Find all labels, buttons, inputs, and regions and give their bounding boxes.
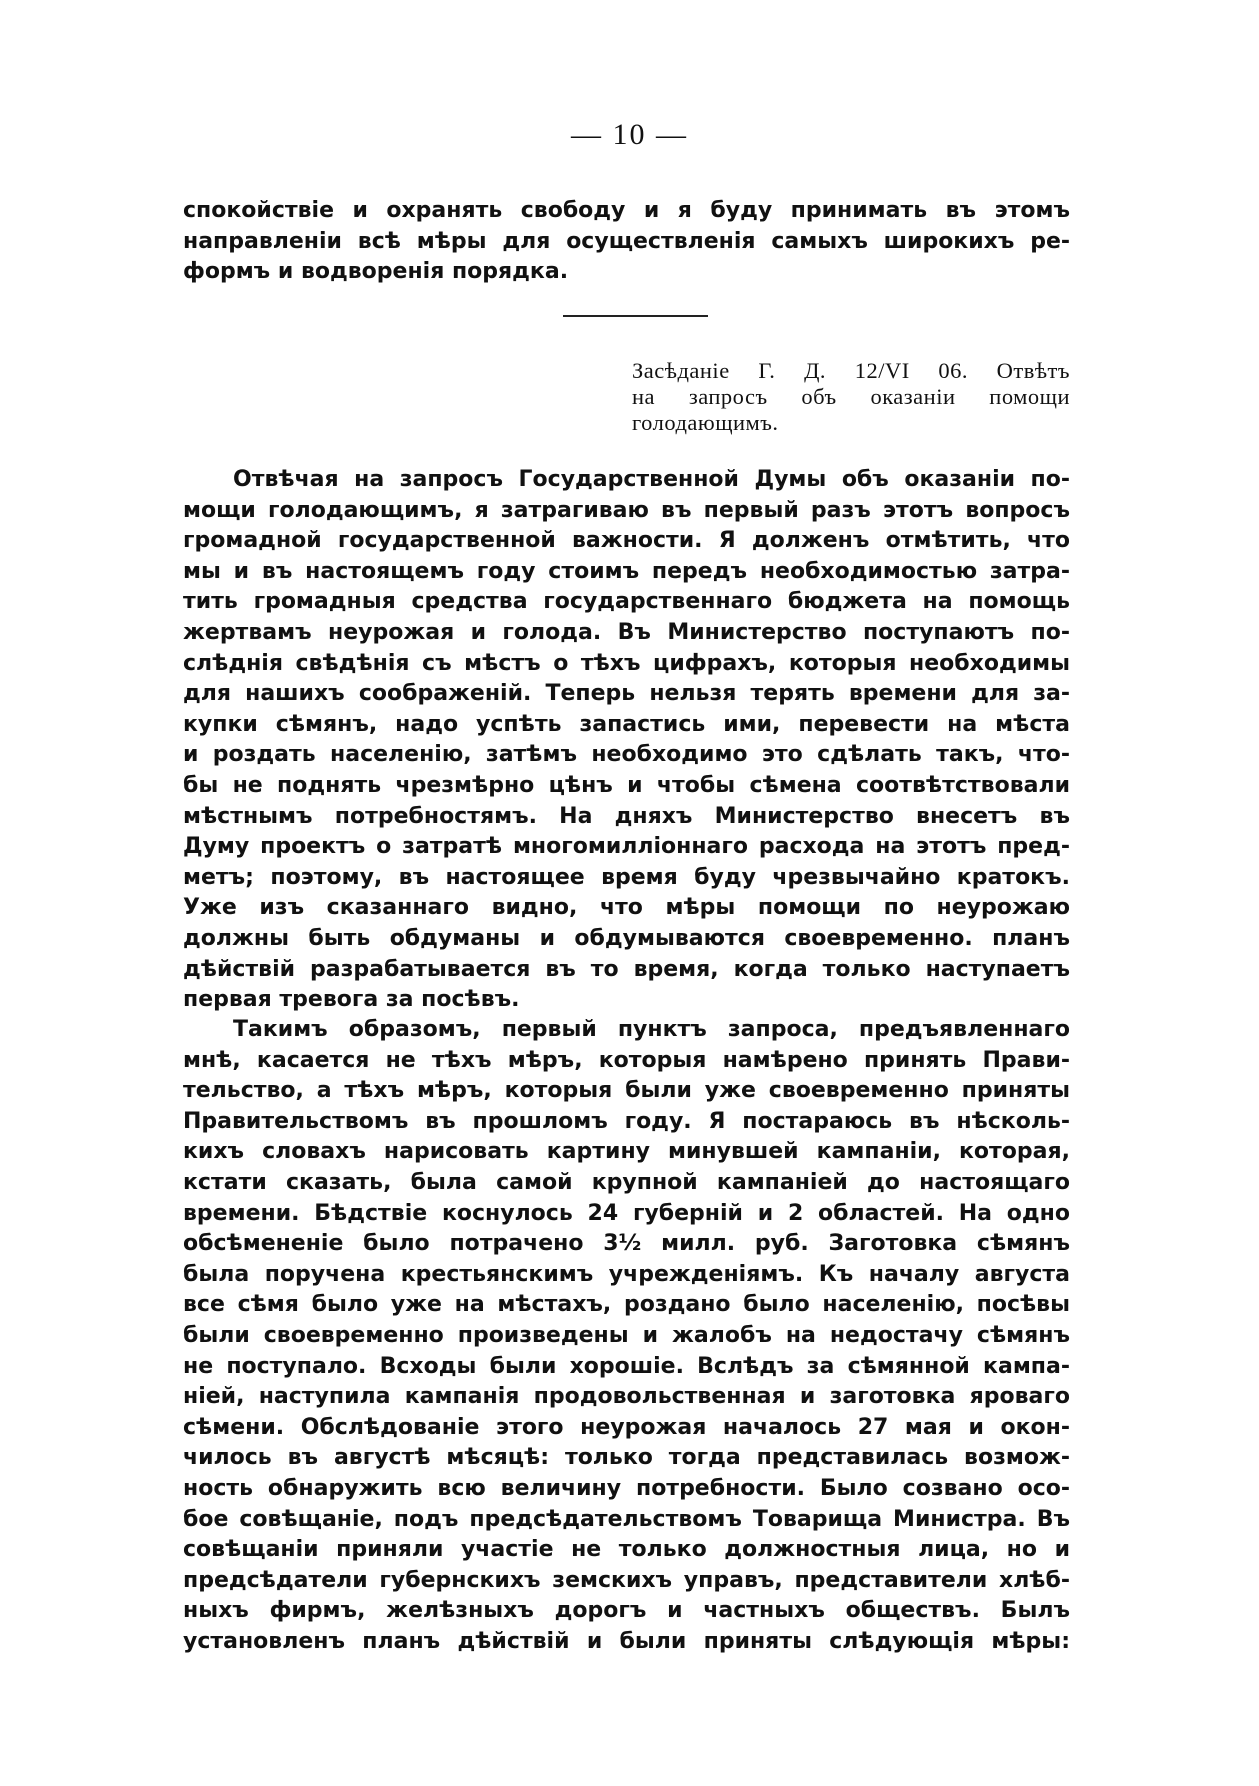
text-line: мощи голодающимъ, я затрагиваю въ первый разъ этотъ вопросъ — [183, 497, 1070, 523]
text-line: метъ; поэтому, въ настоящее время буду чрезвычайно кратокъ. — [183, 864, 1070, 890]
text-line: ніей, наступила кампанія продовольственная и заготовка яроваго — [183, 1384, 1070, 1410]
page-number: — 10 — — [571, 118, 688, 151]
text-line: сѣмени. Обслѣдованіе этого неурожая началось 27 мая и окон- — [183, 1414, 1070, 1440]
text-line: не поступало. Всходы были хорошіе. Вслѣдъ за сѣмянной кампа- — [183, 1353, 1070, 1379]
text-line: и роздать населенію, затѣмъ необходимо это сдѣлать такъ, что- — [183, 742, 1070, 768]
header-note-line: голодающимъ. — [632, 410, 779, 435]
text-line: бы не поднять чрезмѣрно цѣнъ и чтобы сѣмена соотвѣтствовали — [183, 772, 1070, 798]
text-line: тельство, а тѣхъ мѣръ, которыя были уже своевременно приняты — [183, 1078, 1070, 1104]
paragraph-2 — [183, 1015, 1070, 1657]
text-line: дѣйствій разрабатывается въ то время, когда только наступаетъ — [183, 956, 1070, 982]
text-line: ность обнаружить всю величину потребности. Было созвано осо- — [183, 1475, 1070, 1501]
text-line: кихъ словахъ нарисовать картину минувшей кампаніи, которая, — [183, 1139, 1070, 1165]
text-line: громадной государственной важности. Я долженъ отмѣтить, что — [183, 528, 1070, 554]
text-line: предсѣдатели губернскихъ земскихъ управъ, представители хлѣб- — [183, 1567, 1070, 1593]
text-line: была поручена крестьянскимъ учрежденіямъ. Къ началу августа — [183, 1261, 1070, 1287]
text-line: времени. Бѣдствіе коснулось 24 губерній и 2 областей. На одно — [183, 1200, 1070, 1226]
section-divider — [563, 315, 708, 317]
text-line: спокойствіе и охранять свободу и я буду принимать въ этомъ — [183, 198, 1070, 223]
text-line: бое совѣщаніе, подъ предсѣдательствомъ Товарища Министра. Въ — [183, 1506, 1070, 1532]
text-line: направленіи всѣ мѣры для осуществленія самыхъ широкихъ ре- — [183, 228, 1070, 254]
text-line: были своевременно произведены и жалобъ на недостачу сѣмянъ — [183, 1322, 1070, 1348]
text-line: Правительствомъ въ прошломъ году. Я постараюсь въ нѣсколь- — [183, 1108, 1070, 1134]
text-line: формъ и водворенія порядка. — [183, 259, 569, 285]
text-line: тить громадныя средства государственнаго бюджета на помощь — [183, 589, 1070, 615]
text-line: Отвѣчая на запросъ Государственной Думы объ оказаніи по- — [233, 467, 1070, 492]
text-line: первая тревога за посѣвъ. — [183, 987, 520, 1013]
text-line: обсѣмененіе было потрачено 3½ милл. руб. Заготовка сѣмянъ — [183, 1231, 1070, 1257]
text-line: мѣстнымъ потребностямъ. На дняхъ Министерство внесетъ въ — [183, 803, 1070, 829]
header-note-line: Засѣданіе Г. Д. 12/VI 06. Отвѣтъ — [632, 358, 1070, 383]
header-note-line: на запросъ объ оказаніи помощи — [632, 384, 1070, 409]
text-line: ныхъ фирмъ, желѣзныхъ дорогъ и частныхъ обществъ. Былъ — [183, 1598, 1070, 1624]
text-line: Такимъ образомъ, первый пунктъ запроса, предъявленнаго — [233, 1017, 1070, 1042]
intro-paragraph — [183, 196, 1070, 288]
text-line: для нашихъ соображеній. Теперь нельзя терять времени для за- — [183, 681, 1070, 707]
text-line: Думу проектъ о затратѣ многомилліоннаго расхода на этотъ пред- — [183, 834, 1070, 860]
text-line: слѣднія свѣдѣнія съ мѣстъ о тѣхъ цифрахъ, которыя необходимы — [183, 650, 1070, 676]
text-line: Уже изъ сказаннаго видно, что мѣры помощи по неурожаю — [183, 895, 1070, 921]
text-line: кстати сказать, была самой крупной кампаніей до настоящаго — [183, 1169, 1070, 1195]
paragraph-1 — [183, 465, 1070, 1016]
text-line: должны быть обдуманы и обдумываются своевременно. планъ — [183, 925, 1070, 951]
text-line: установленъ планъ дѣйствій и были приняты слѣдующія мѣры: — [183, 1628, 1070, 1654]
text-line: чилось въ августѣ мѣсяцѣ: только тогда представилась возмож- — [183, 1445, 1070, 1471]
text-line: купки сѣмянъ, надо успѣть запастись ими, перевести на мѣста — [183, 711, 1070, 737]
text-line: все сѣмя было уже на мѣстахъ, роздано было населенію, посѣвы — [183, 1292, 1070, 1318]
text-line: мы и въ настоящемъ году стоимъ передъ необходимостью затра- — [183, 558, 1070, 584]
text-line: мнѣ, касается не тѣхъ мѣръ, которыя намѣрено принять Прави- — [183, 1047, 1070, 1073]
text-line: совѣщаніи приняли участіе не только должностныя лица, но и — [183, 1537, 1070, 1563]
session-header-note — [632, 358, 1070, 436]
text-line: жертвамъ неурожая и голода. Въ Министерство поступаютъ по- — [183, 619, 1070, 645]
